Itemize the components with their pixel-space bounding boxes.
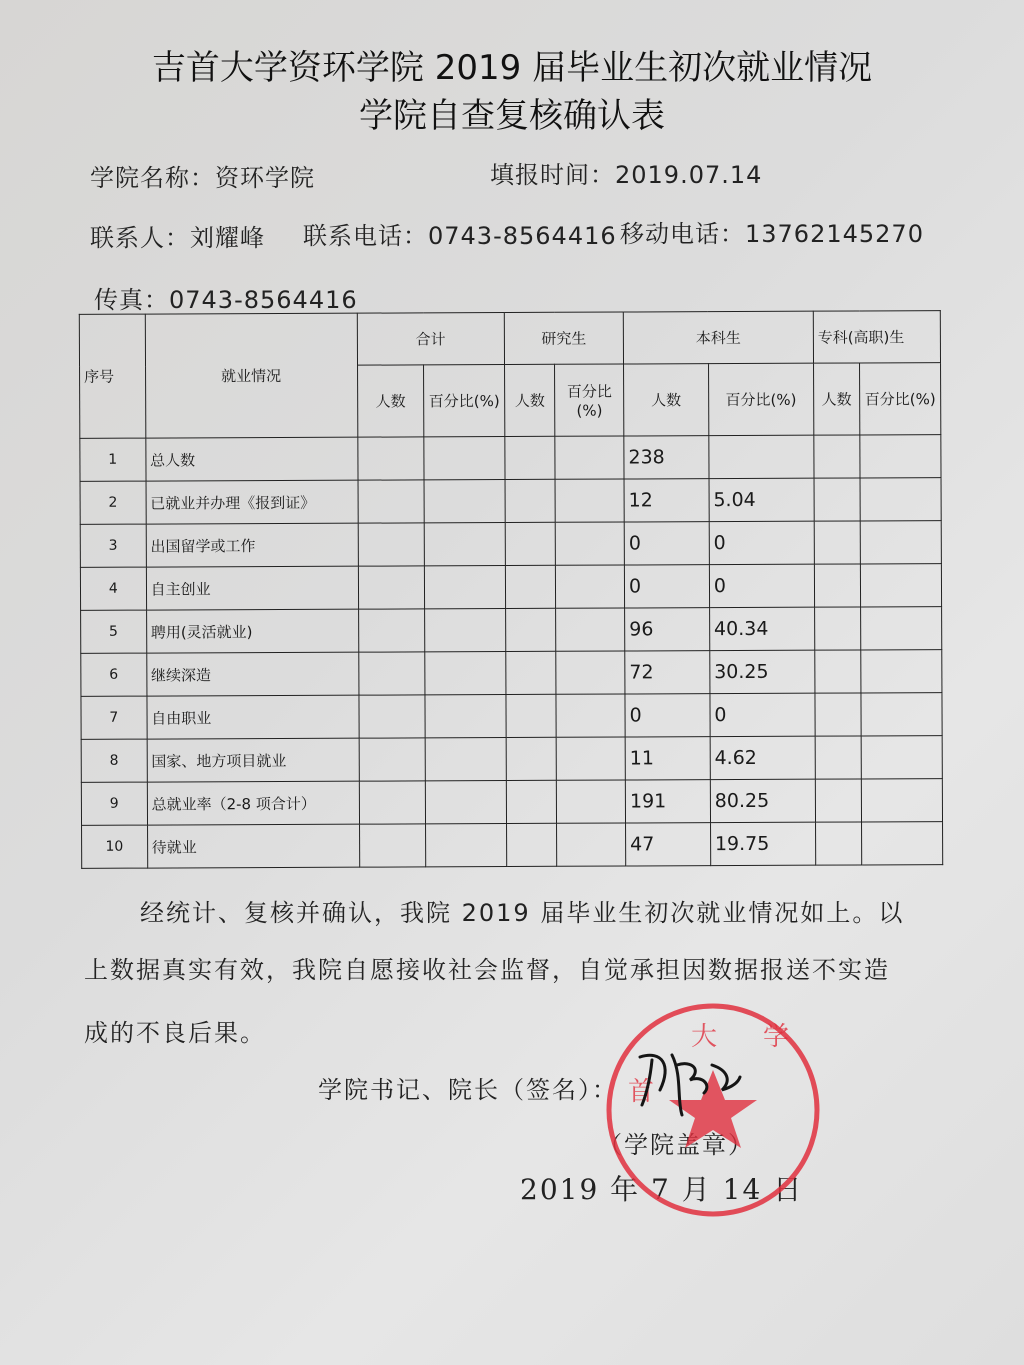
- row-item: 自主创业: [146, 566, 358, 610]
- contact-person: 联系人：刘耀峰: [90, 224, 265, 252]
- junior-count-cell: [814, 521, 861, 564]
- row-index: 1: [80, 438, 146, 481]
- total-percent-cell: [425, 695, 506, 738]
- total-percent-cell: [425, 652, 506, 695]
- total-count-cell: [358, 480, 425, 523]
- undergraduate-count-cell: 0: [625, 694, 710, 737]
- graduate-percent-cell: [555, 479, 624, 522]
- table-row: [80, 521, 941, 568]
- total-percent-cell: [426, 781, 507, 824]
- header-total: 合计: [357, 313, 505, 366]
- college-name: 学院名称：资环学院: [90, 164, 315, 192]
- mobile-phone: 移动电话：13762145270: [620, 220, 924, 248]
- junior-percent-cell: [860, 435, 941, 478]
- graduate-percent-cell: [556, 694, 625, 737]
- graduate-count-cell: [505, 565, 556, 608]
- junior-count-cell: [814, 607, 861, 650]
- junior-percent-cell: [862, 779, 943, 822]
- undergraduate-percent-cell: 0: [709, 521, 814, 564]
- undergraduate-count-cell: 12: [624, 479, 709, 522]
- graduate-count-cell: [506, 823, 557, 866]
- header-undergraduate-count: 人数: [624, 364, 709, 436]
- total-count-cell: [357, 437, 424, 480]
- document-title: 吉首大学资环学院 2019 届毕业生初次就业情况: [151, 48, 873, 88]
- table-row: [80, 435, 941, 482]
- junior-percent-cell: [861, 650, 942, 693]
- header-undergraduate: 本科生: [623, 311, 813, 364]
- undergraduate-count-cell: 0: [624, 522, 709, 565]
- graduate-count-cell: [506, 608, 557, 651]
- undergraduate-count-cell: 72: [625, 651, 710, 694]
- graduate-percent-cell: [556, 565, 625, 608]
- graduate-percent-cell: [557, 780, 626, 823]
- junior-count-cell: [814, 435, 861, 478]
- document-subtitle: 学院自查复核确认表: [359, 96, 665, 136]
- row-item: 自由职业: [147, 695, 359, 739]
- header-undergraduate-percent: 百分比(%): [708, 363, 813, 435]
- undergraduate-count-cell: 0: [624, 565, 709, 608]
- table-row: [82, 822, 943, 869]
- total-count-cell: [359, 781, 426, 824]
- header-graduate-percent: 百分比(%): [555, 364, 624, 436]
- junior-count-cell: [815, 693, 862, 736]
- row-index: 3: [80, 524, 146, 567]
- total-percent-cell: [425, 566, 506, 609]
- junior-count-cell: [815, 822, 862, 865]
- row-item: 总人数: [145, 437, 357, 481]
- total-percent-cell: [424, 523, 505, 566]
- junior-percent-cell: [860, 478, 941, 521]
- total-percent-cell: [425, 738, 506, 781]
- employment-table: [79, 310, 943, 869]
- junior-count-cell: [814, 478, 861, 521]
- graduate-count-cell: [505, 436, 556, 479]
- junior-percent-cell: [861, 693, 942, 736]
- junior-percent-cell: [862, 822, 943, 865]
- total-count-cell: [358, 566, 425, 609]
- graduate-percent-cell: [556, 522, 625, 565]
- total-percent-cell: [426, 824, 507, 867]
- header-junior-count: 人数: [813, 363, 860, 435]
- graduate-count-cell: [506, 651, 557, 694]
- total-percent-cell: [424, 437, 505, 480]
- signature-scribble-icon: [632, 1045, 742, 1120]
- row-index: 4: [80, 567, 146, 610]
- fill-date: 填报时间：2019.07.14: [490, 161, 763, 189]
- svg-text:大: 大: [691, 1022, 718, 1052]
- header-junior-percent: 百分比(%): [860, 363, 941, 435]
- seal-label: （学院盖章）: [598, 1131, 754, 1159]
- undergraduate-count-cell: 96: [625, 608, 710, 651]
- statement-line-2: 上数据真实有效，我院自愿接收社会监督，自觉承担因数据报送不实造: [84, 956, 890, 984]
- row-index: 9: [81, 782, 147, 825]
- table-row: [81, 650, 942, 697]
- row-index: 10: [82, 825, 148, 868]
- header-total-count: 人数: [357, 365, 424, 437]
- total-percent-cell: [424, 480, 505, 523]
- row-item: 出国留学或工作: [146, 523, 358, 567]
- graduate-percent-cell: [556, 651, 625, 694]
- svg-text:首: 首: [628, 1077, 655, 1107]
- signature-label: 学院书记、院长（签名）：: [318, 1076, 618, 1104]
- header-total-percent: 百分比(%): [424, 365, 505, 437]
- graduate-count-cell: [506, 780, 557, 823]
- total-count-cell: [358, 523, 425, 566]
- junior-count-cell: [815, 736, 862, 779]
- row-item: 国家、地方项目就业: [147, 738, 359, 782]
- undergraduate-percent-cell: 40.34: [709, 607, 814, 650]
- graduate-count-cell: [505, 479, 556, 522]
- undergraduate-percent-cell: 80.25: [710, 779, 815, 822]
- undergraduate-percent-cell: 4.62: [710, 736, 815, 779]
- graduate-count-cell: [506, 737, 557, 780]
- header-graduate: 研究生: [504, 312, 623, 365]
- graduate-count-cell: [506, 694, 557, 737]
- total-count-cell: [359, 695, 426, 738]
- row-item: 已就业并办理《报到证》: [146, 480, 358, 524]
- header-junior: 专科(高职)生: [813, 311, 940, 364]
- statement-line-1: 经统计、复核并确认，我院 2019 届毕业生初次就业情况如上。以: [140, 899, 905, 927]
- table-row: [81, 736, 942, 783]
- total-count-cell: [358, 652, 425, 695]
- undergraduate-percent-cell: 0: [709, 564, 814, 607]
- statement-line-3: 成的不良后果。: [84, 1019, 266, 1047]
- total-count-cell: [358, 609, 425, 652]
- table-row: [81, 607, 942, 654]
- header-graduate-count: 人数: [504, 364, 555, 436]
- total-percent-cell: [425, 609, 506, 652]
- row-index: 8: [81, 739, 147, 782]
- junior-percent-cell: [861, 736, 942, 779]
- graduate-percent-cell: [555, 436, 624, 479]
- undergraduate-percent-cell: [709, 435, 814, 478]
- header-situation: 就业情况: [145, 313, 358, 438]
- undergraduate-count-cell: 47: [626, 823, 711, 866]
- graduate-percent-cell: [556, 608, 625, 651]
- row-item: 待就业: [147, 824, 359, 868]
- graduate-percent-cell: [557, 737, 626, 780]
- junior-count-cell: [815, 650, 862, 693]
- junior-percent-cell: [861, 607, 942, 650]
- graduate-count-cell: [505, 522, 556, 565]
- total-count-cell: [359, 738, 426, 781]
- junior-percent-cell: [861, 564, 942, 607]
- row-item: 总就业率（2-8 项合计）: [147, 781, 359, 825]
- undergraduate-count-cell: 11: [625, 737, 710, 780]
- undergraduate-percent-cell: 19.75: [710, 822, 815, 865]
- fax: 传真：0743-8564416: [94, 286, 358, 314]
- row-index: 5: [81, 610, 147, 653]
- table-row: [81, 779, 942, 826]
- table-row: [80, 478, 941, 525]
- svg-text:学: 学: [763, 1022, 790, 1052]
- table-row: [81, 693, 942, 740]
- row-index: 6: [81, 653, 147, 696]
- undergraduate-percent-cell: 5.04: [709, 478, 814, 521]
- total-count-cell: [359, 824, 426, 867]
- contact-phone: 联系电话：0743-8564416: [303, 222, 617, 250]
- junior-count-cell: [815, 779, 862, 822]
- header-index: 序号: [79, 314, 145, 438]
- graduate-percent-cell: [557, 823, 626, 866]
- table-row: [80, 564, 941, 611]
- undergraduate-percent-cell: 0: [710, 693, 815, 736]
- junior-percent-cell: [860, 521, 941, 564]
- row-item: 继续深造: [146, 652, 358, 696]
- junior-count-cell: [814, 564, 861, 607]
- row-index: 2: [80, 481, 146, 524]
- undergraduate-percent-cell: 30.25: [710, 650, 815, 693]
- undergraduate-count-cell: 238: [624, 436, 709, 479]
- sign-date: 2019 年 7 月 14 日: [520, 1173, 804, 1206]
- row-index: 7: [81, 696, 147, 739]
- undergraduate-count-cell: 191: [625, 780, 710, 823]
- row-item: 聘用(灵活就业): [146, 609, 358, 653]
